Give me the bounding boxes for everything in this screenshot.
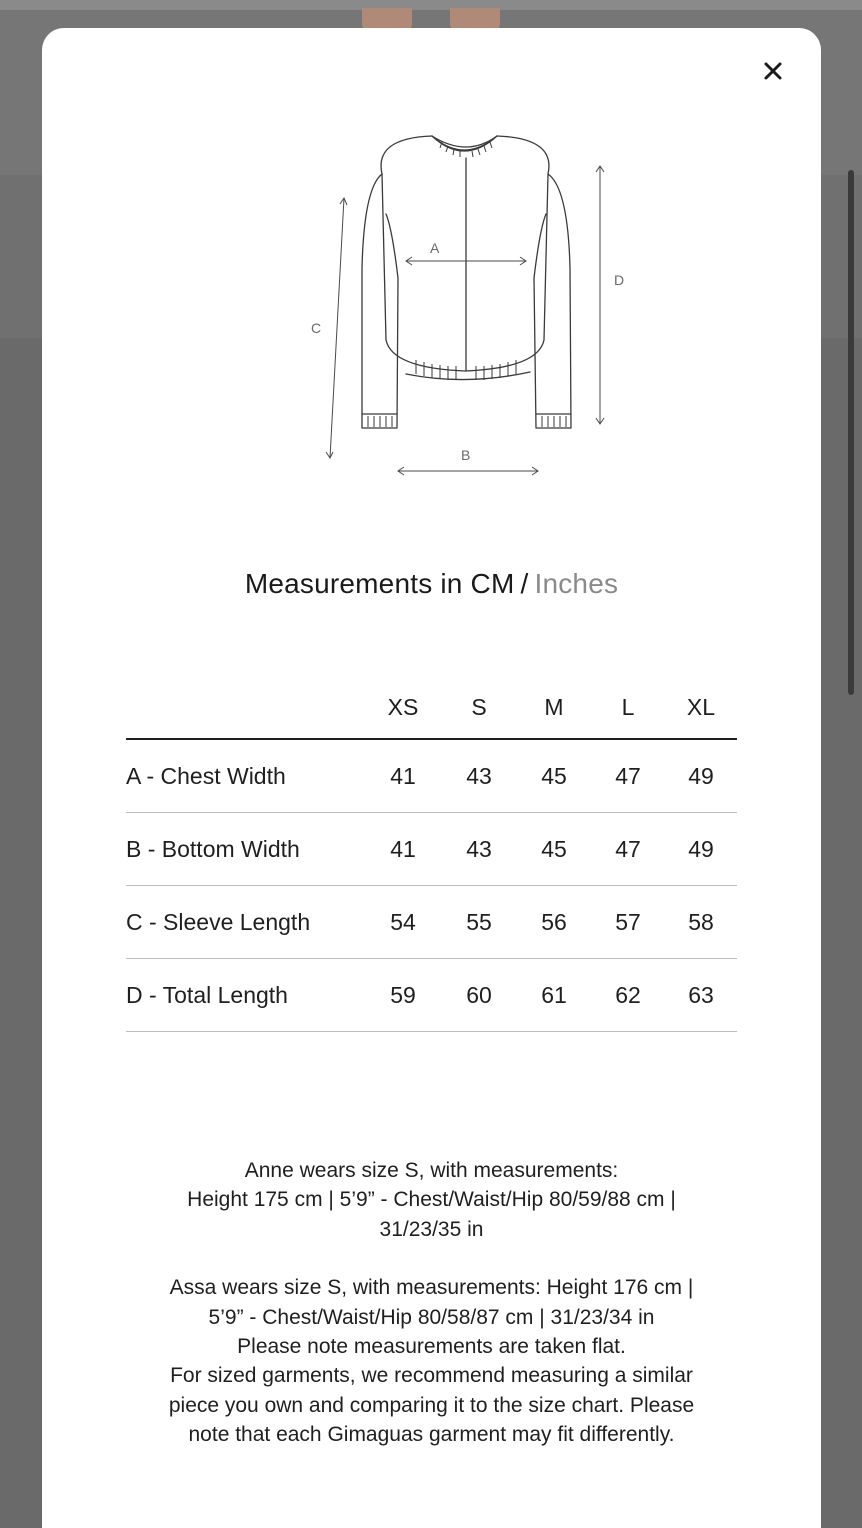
measurement-unit-title — [42, 568, 821, 600]
anne-note-line-1: Anne wears size S, with measurements: — [244, 1159, 619, 1182]
table-header-row — [126, 676, 737, 739]
assa-note-line-2: 5’9” - Chest/Waist/Hip 80/58/87 cm | 31/23/34 in — [208, 1305, 655, 1329]
close-icon — [758, 56, 788, 86]
row-label: B - Bottom Width — [126, 813, 365, 886]
size-guide-modal — [42, 28, 821, 1528]
cardigan-outline — [362, 136, 571, 428]
table-cell: 47 — [591, 739, 665, 813]
table-row-chest-width — [126, 739, 737, 813]
table-cell: 56 — [517, 886, 591, 959]
table-cell: 49 — [665, 813, 737, 886]
background-model-leg-left — [362, 8, 412, 30]
table-cell: 59 — [365, 959, 441, 1032]
table-row-total-length — [126, 959, 737, 1032]
table-cell: 41 — [365, 739, 441, 813]
table-cell: 55 — [441, 886, 517, 959]
table-cell: 58 — [665, 886, 737, 959]
table-cell: 54 — [365, 886, 441, 959]
diagram-label-a: A — [430, 240, 440, 256]
row-label: A - Chest Width — [126, 739, 365, 813]
assa-note-line-1: Assa wears size S, with measurements: Height 176 cm | — [169, 1276, 694, 1300]
anne-note-line-2: Height 175 cm | 5’9” - Chest/Waist/Hip 80/59/88 cm | — [187, 1188, 676, 1212]
advice-note-line-3: note that each Gimaguas garment may fit differently. — [188, 1423, 675, 1447]
unit-separator: / — [520, 568, 529, 599]
size-header-m: M — [517, 676, 591, 739]
table-cell: 63 — [665, 959, 737, 1032]
close-button[interactable] — [758, 56, 788, 86]
size-header-s: S — [441, 676, 517, 739]
modal-scrollbar[interactable] — [848, 170, 854, 695]
table-cell: 41 — [365, 813, 441, 886]
background-top-bar — [0, 0, 862, 10]
diagram-label-b: B — [461, 447, 471, 463]
size-chart-table — [126, 676, 737, 1032]
size-header-l: L — [591, 676, 665, 739]
background-model-leg-right — [450, 8, 500, 30]
diagram-label-c: C — [311, 320, 322, 336]
size-header-xs: XS — [365, 676, 441, 739]
table-cell: 62 — [591, 959, 665, 1032]
table-cell: 47 — [591, 813, 665, 886]
diagram-label-d: D — [614, 272, 625, 288]
advice-note-line-1: For sized garments, we recommend measuring a similar — [170, 1364, 693, 1388]
row-label: C - Sleeve Length — [126, 886, 365, 959]
table-header-empty — [126, 676, 365, 739]
table-cell: 61 — [517, 959, 591, 1032]
model-fit-notes — [112, 1156, 751, 1450]
table-row-sleeve-length — [126, 886, 737, 959]
flat-measure-note: Please note measurements are taken flat. — [237, 1335, 626, 1359]
table-cell: 45 — [517, 813, 591, 886]
table-cell: 43 — [441, 813, 517, 886]
size-header-xl: XL — [665, 676, 737, 739]
table-cell: 45 — [517, 739, 591, 813]
unit-cm-label: Measurements in CM — [244, 568, 515, 599]
table-cell: 43 — [441, 739, 517, 813]
table-cell: 57 — [591, 886, 665, 959]
anne-note-line-3: 31/23/35 in — [379, 1217, 484, 1241]
table-cell: 49 — [665, 739, 737, 813]
unit-inches-toggle[interactable]: Inches — [534, 568, 619, 599]
notes-spacer — [112, 1244, 751, 1273]
table-row-bottom-width — [126, 813, 737, 886]
cardigan-diagram — [282, 128, 625, 488]
advice-note-line-2: piece you own and comparing it to the size chart. Please — [168, 1393, 695, 1417]
row-label: D - Total Length — [126, 959, 365, 1032]
table-cell: 60 — [441, 959, 517, 1032]
